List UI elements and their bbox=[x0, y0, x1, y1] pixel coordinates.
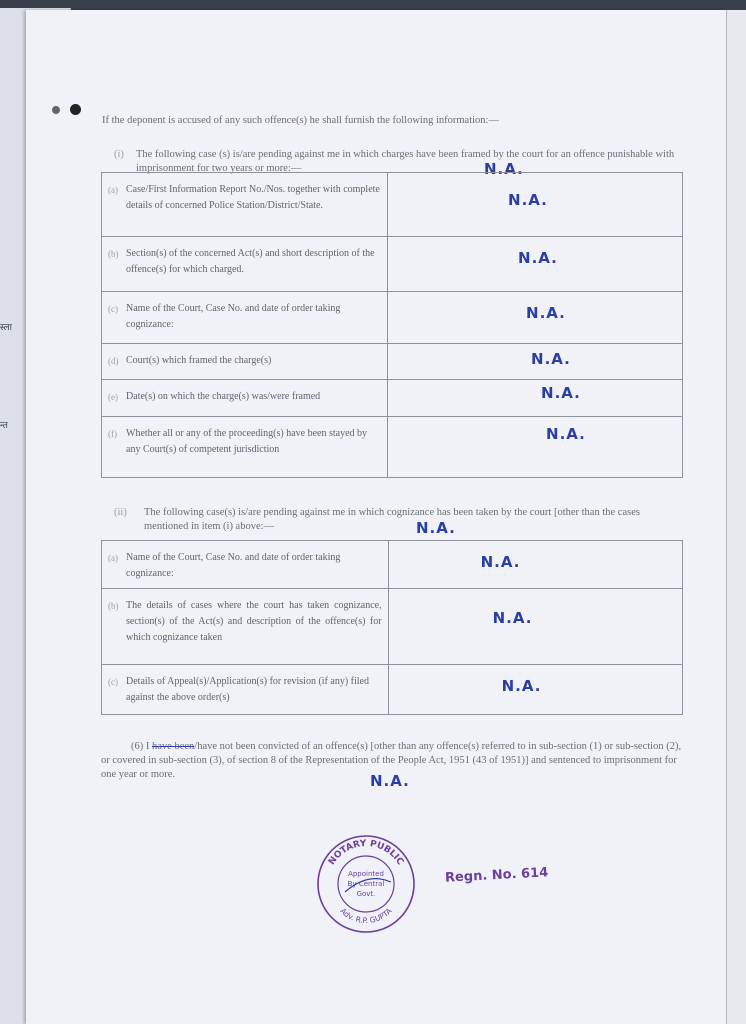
row-label-text: Whether all or any of the proceeding(s) have been stayed by any Court(s) of competent jurisdiction bbox=[126, 428, 368, 455]
row-mark: (a) bbox=[108, 553, 118, 563]
handwritten-value: N.A. bbox=[526, 304, 566, 322]
handwritten-value: N.A. bbox=[546, 425, 586, 443]
row-label-text: The details of cases where the court has taken cognizance, section(s) of the Act(s) and description of the offence(s) for which cognizance taken bbox=[126, 600, 382, 643]
section-ii-marker: (ii) bbox=[114, 507, 127, 518]
row-mark: (e) bbox=[108, 392, 118, 402]
section-ii-table bbox=[101, 540, 683, 715]
back-page-fragment: न्त bbox=[0, 420, 8, 430]
row-label bbox=[102, 380, 388, 417]
handwritten-value: N.A. bbox=[541, 384, 581, 402]
row-value bbox=[388, 589, 682, 665]
table-row bbox=[102, 380, 683, 417]
row-mark: (c) bbox=[108, 304, 118, 314]
table-row bbox=[102, 541, 683, 589]
section-i-heading: The following case (s) is/are pending against me in which charges have been framed by the court for an offence punishable with imprisonment for two years or more:— bbox=[136, 149, 675, 174]
handwritten-value: N.A. bbox=[518, 249, 558, 267]
row-value bbox=[388, 380, 683, 417]
notary-stamp bbox=[313, 832, 419, 936]
section-i-table bbox=[101, 172, 683, 478]
table-row bbox=[102, 237, 683, 292]
row-label bbox=[102, 292, 388, 344]
handwritten-value: N.A. bbox=[508, 191, 548, 209]
row-mark: (a) bbox=[108, 185, 118, 195]
para6-annotation: N.A. bbox=[370, 772, 410, 790]
right-page-edge bbox=[726, 10, 746, 1024]
table-row bbox=[102, 665, 683, 715]
row-label-text: Details of Appeal(s)/Application(s) for revision (if any) filed against the above order(s) bbox=[126, 676, 369, 703]
row-value bbox=[388, 541, 682, 589]
row-label-text: Name of the Court, Case No. and date of order taking cognizance: bbox=[126, 552, 341, 579]
row-label bbox=[102, 665, 389, 715]
punch-hole bbox=[52, 106, 60, 114]
table-row bbox=[102, 344, 683, 380]
para6-text: /have not been convicted of an offence(s) [other than any offence(s) referred to in sub-section (1) or sub-section (2), or covered in sub-section (3), of section 8 of the Representation of the People Act, 1951 (43 of 1951)] and sentenced to imprisonment for one year or more. bbox=[101, 741, 682, 780]
section-ii-heading: The following case(s) is/are pending against me in which cognizance has been taken by the court [other than the cases mentioned in item (i) above:— bbox=[144, 507, 640, 532]
para6-prefix: (6) I bbox=[131, 741, 152, 752]
row-label bbox=[102, 173, 388, 237]
intro-text: If the deponent is accused of any such offence(s) he shall furnish the following information:— bbox=[102, 115, 499, 126]
row-mark: (b) bbox=[108, 249, 119, 259]
handwritten-value: N.A. bbox=[501, 677, 542, 695]
punch-hole bbox=[70, 104, 81, 115]
stamp-center-line: Appointed bbox=[348, 870, 384, 878]
row-label bbox=[102, 237, 388, 292]
row-label bbox=[102, 589, 389, 665]
handwritten-value: N.A. bbox=[492, 609, 533, 627]
row-label-text: Case/First Information Report No./Nos. together with complete details of concerned Police Station/District/State. bbox=[126, 184, 380, 211]
row-value bbox=[388, 173, 683, 237]
row-label-text: Court(s) which framed the charge(s) bbox=[126, 355, 272, 366]
stamp-ring-bottom: Adv. R.P. GUPTA bbox=[338, 906, 394, 926]
row-label-text: Date(s) on which the charge(s) was/were framed bbox=[126, 391, 321, 402]
row-mark: (c) bbox=[108, 677, 118, 687]
registration-number: Regn. No. 614 bbox=[444, 865, 549, 886]
row-mark: (d) bbox=[108, 356, 119, 366]
handwritten-value: N.A. bbox=[480, 553, 521, 571]
row-mark: (b) bbox=[108, 601, 119, 611]
section-i-marker: (i) bbox=[114, 149, 124, 160]
row-label-text: Section(s) of the concerned Act(s) and short description of the offence(s) for which charged. bbox=[126, 248, 375, 275]
table-row bbox=[102, 589, 683, 665]
svg-text:Adv. R.P. GUPTA bbox=[338, 906, 394, 925]
stamp-center-line: By Central bbox=[347, 880, 385, 888]
row-value bbox=[388, 237, 683, 292]
stamp-ring-top: NOTARY PUBLIC bbox=[327, 838, 406, 867]
row-label-text: Name of the Court, Case No. and date of order taking cognizance: bbox=[126, 303, 341, 330]
table-row bbox=[102, 292, 683, 344]
row-label bbox=[102, 417, 388, 478]
row-value bbox=[388, 292, 683, 344]
para6-struck-text: have been bbox=[152, 741, 195, 752]
stamp-center-line: Govt. bbox=[356, 890, 376, 898]
table-row bbox=[102, 173, 683, 237]
row-value bbox=[388, 344, 683, 380]
handwritten-value: N.A. bbox=[531, 350, 571, 368]
back-page-fragment: स्ला bbox=[0, 322, 12, 332]
table-row bbox=[102, 417, 683, 478]
row-value bbox=[388, 417, 683, 478]
row-label bbox=[102, 541, 389, 589]
section-i-annotation: N.A. bbox=[484, 160, 524, 178]
svg-text:NOTARY PUBLIC bbox=[327, 839, 405, 867]
scan-top-edge bbox=[0, 0, 746, 10]
row-label bbox=[102, 344, 388, 380]
section-ii-annotation: N.A. bbox=[416, 519, 456, 537]
row-value bbox=[388, 665, 682, 715]
row-mark: (f) bbox=[108, 429, 117, 439]
